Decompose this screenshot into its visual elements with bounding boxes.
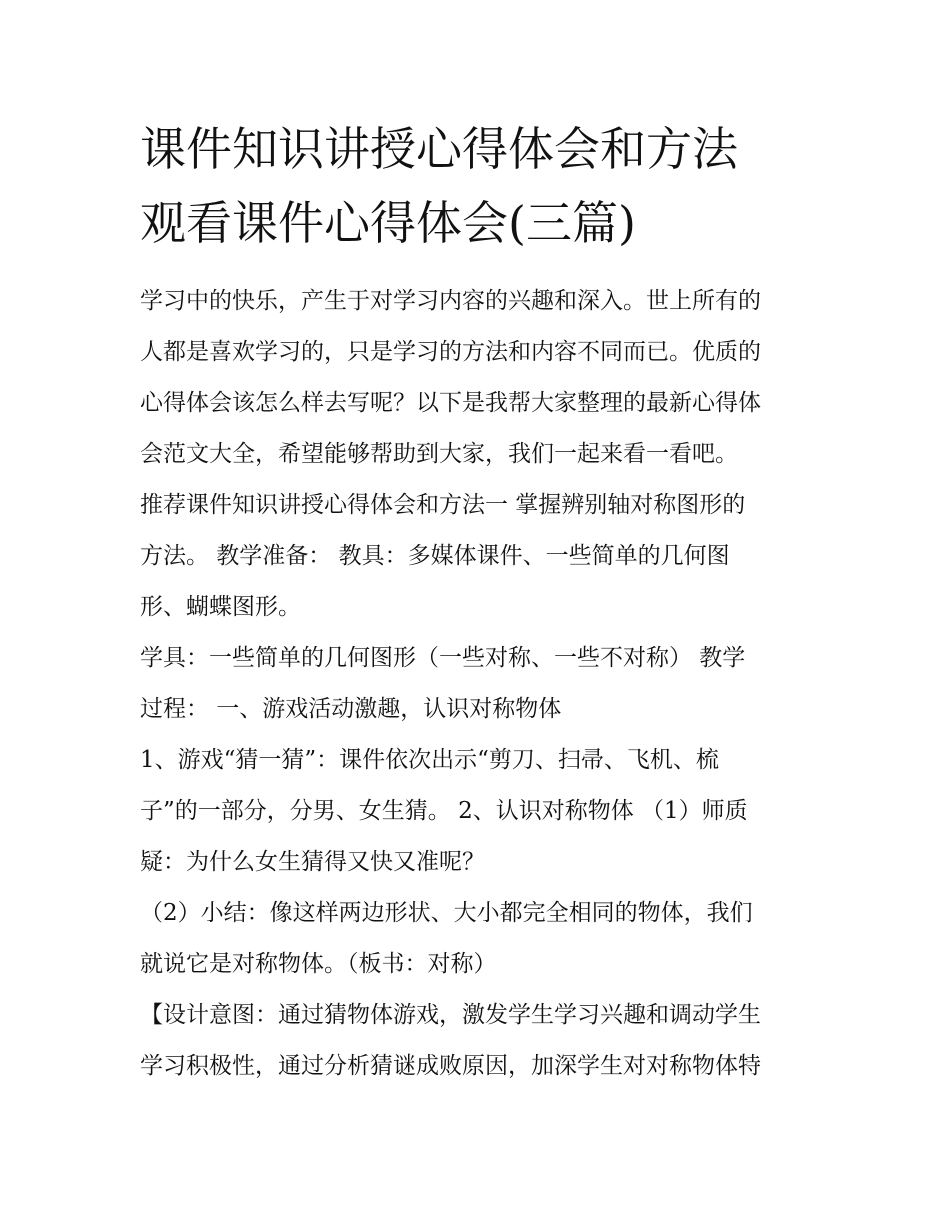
body-line: 形、蝴蝶图形。	[140, 594, 301, 620]
body-line: 学习中的快乐，产生于对学习内容的兴趣和深入。世上所有的	[140, 288, 761, 314]
body-line: 学习积极性，通过分析猜谜成败原因，加深学生对对称物体特	[140, 1053, 761, 1079]
body-line: 人都是喜欢学习的，只是学习的方法和内容不同而已。优质的	[140, 339, 761, 365]
body-line: 疑：为什么女生猜得又快又准呢？	[140, 849, 485, 875]
body-line: 就说它是对称物体。（板书：对称）	[140, 951, 497, 977]
body-line: 推荐课件知识讲授心得体会和方法一 掌握辨别轴对称图形的	[140, 492, 746, 518]
document-body	[140, 276, 840, 1092]
body-line: 会范文大全，希望能够帮助到大家，我们一起来看一看吧。	[140, 441, 738, 467]
title-line: 观看课件心得体会(三篇)	[140, 196, 636, 250]
body-line: 子”的一部分，分男、女生猜。 2、认识对称物体 （1）师质	[140, 798, 748, 824]
body-line: 1、游戏“猜一猜”：课件依次出示“剪刀、扫帚、飞机、梳	[140, 747, 719, 773]
title-line: 课件知识讲授心得体会和方法	[140, 122, 738, 176]
body-line: 过程： 一、游戏活动激趣，认识对称物体	[140, 696, 562, 722]
body-line: （2）小结：像这样两边形状、大小都完全相同的物体，我们	[140, 900, 753, 926]
body-line: 学具：一些简单的几何图形（一些对称、一些不对称） 教学	[140, 645, 746, 671]
document-title	[140, 112, 840, 260]
body-line: 方法。 教学准备： 教具：多媒体课件、一些简单的几何图	[140, 543, 730, 569]
body-line: 【设计意图：通过猜物体游戏，激发学生学习兴趣和调动学生	[140, 1002, 761, 1028]
body-line: 心得体会该怎么样去写呢？以下是我帮大家整理的最新心得体	[140, 390, 761, 416]
